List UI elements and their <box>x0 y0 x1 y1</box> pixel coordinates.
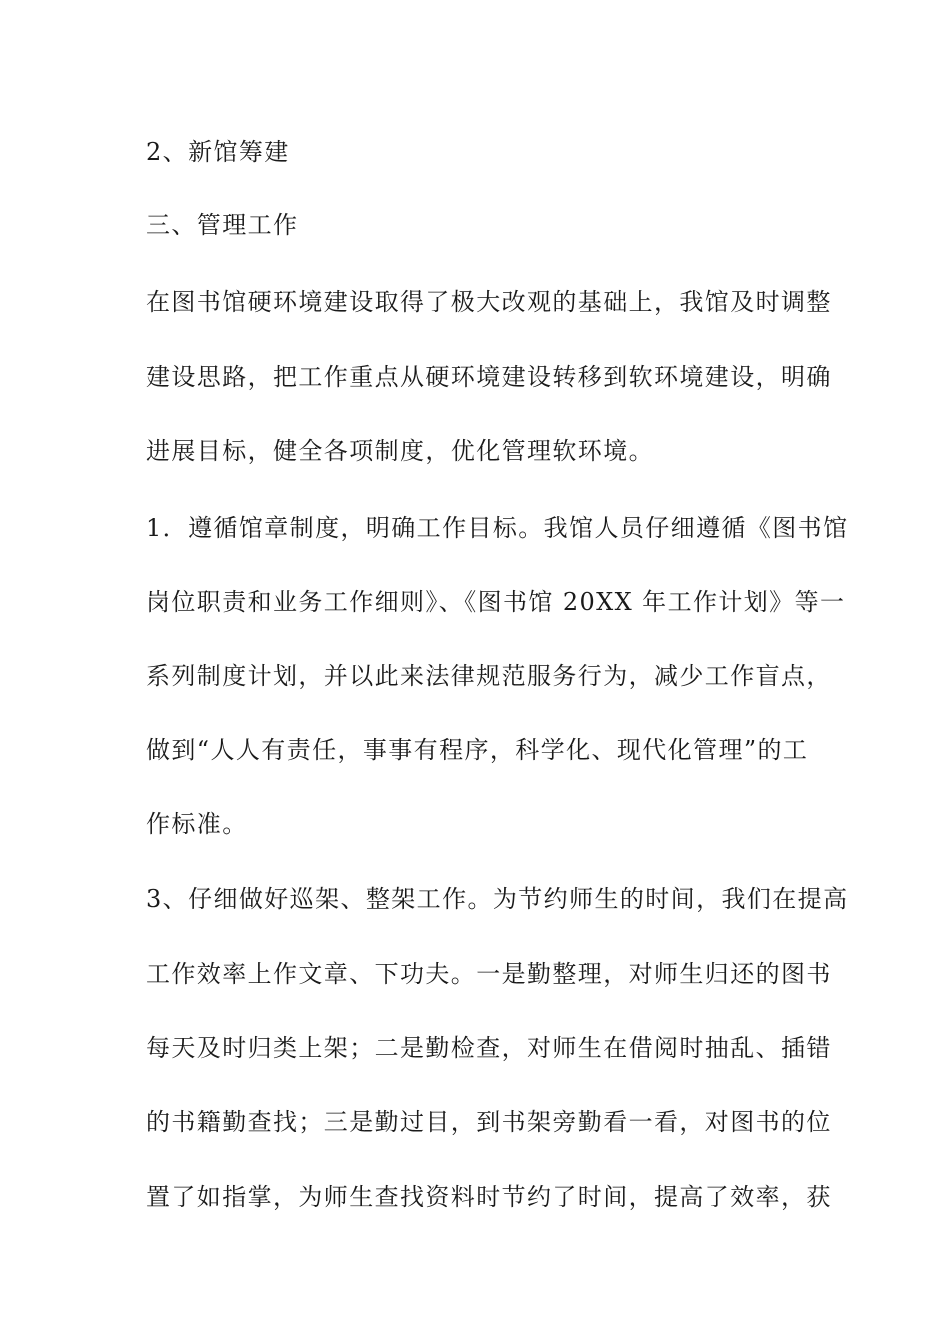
paragraph-line: 工作效率上作文章、下功夫。一是勤整理，对师生归还的图书 <box>146 960 832 988</box>
paragraph-line: 在图书馆硬环境建设取得了极大改观的基础上，我馆及时调整 <box>146 288 832 316</box>
paragraph-line: 进展目标，健全各项制度，优化管理软环境。 <box>146 437 654 465</box>
paragraph-line: 3、仔细做好巡架、整架工作。为节约师生的时间，我们在提高 <box>146 885 849 913</box>
paragraph-line: 的书籍勤查找；三是勤过目，到书架旁勤看一看，对图书的位 <box>146 1108 832 1136</box>
paragraph-line: 岗位职责和业务工作细则》、《图书馆 20XX 年工作计划》等一 <box>146 588 846 616</box>
paragraph-line: 1．遵循馆章制度，明确工作目标。我馆人员仔细遵循《图书馆 <box>146 514 849 542</box>
paragraph-line: 每天及时归类上架；二是勤检查，对师生在借阅时抽乱、插错 <box>146 1034 832 1062</box>
paragraph-line: 做到“人人有责任，事事有程序，科学化、现代化管理”的工 <box>146 736 809 764</box>
section-heading-management: 三、管理工作 <box>146 211 299 239</box>
paragraph-line: 建设思路，把工作重点从硬环境建设转移到软环境建设，明确 <box>146 363 832 391</box>
paragraph-line: 系列制度计划，并以此来法律规范服务行为，减少工作盲点， <box>146 662 832 690</box>
paragraph-line: 置了如指掌，为师生查找资料时节约了时间，提高了效率，获 <box>146 1183 832 1211</box>
section-heading-new-library: 2、新馆筹建 <box>146 138 290 166</box>
paragraph-line: 作标准。 <box>146 810 248 838</box>
